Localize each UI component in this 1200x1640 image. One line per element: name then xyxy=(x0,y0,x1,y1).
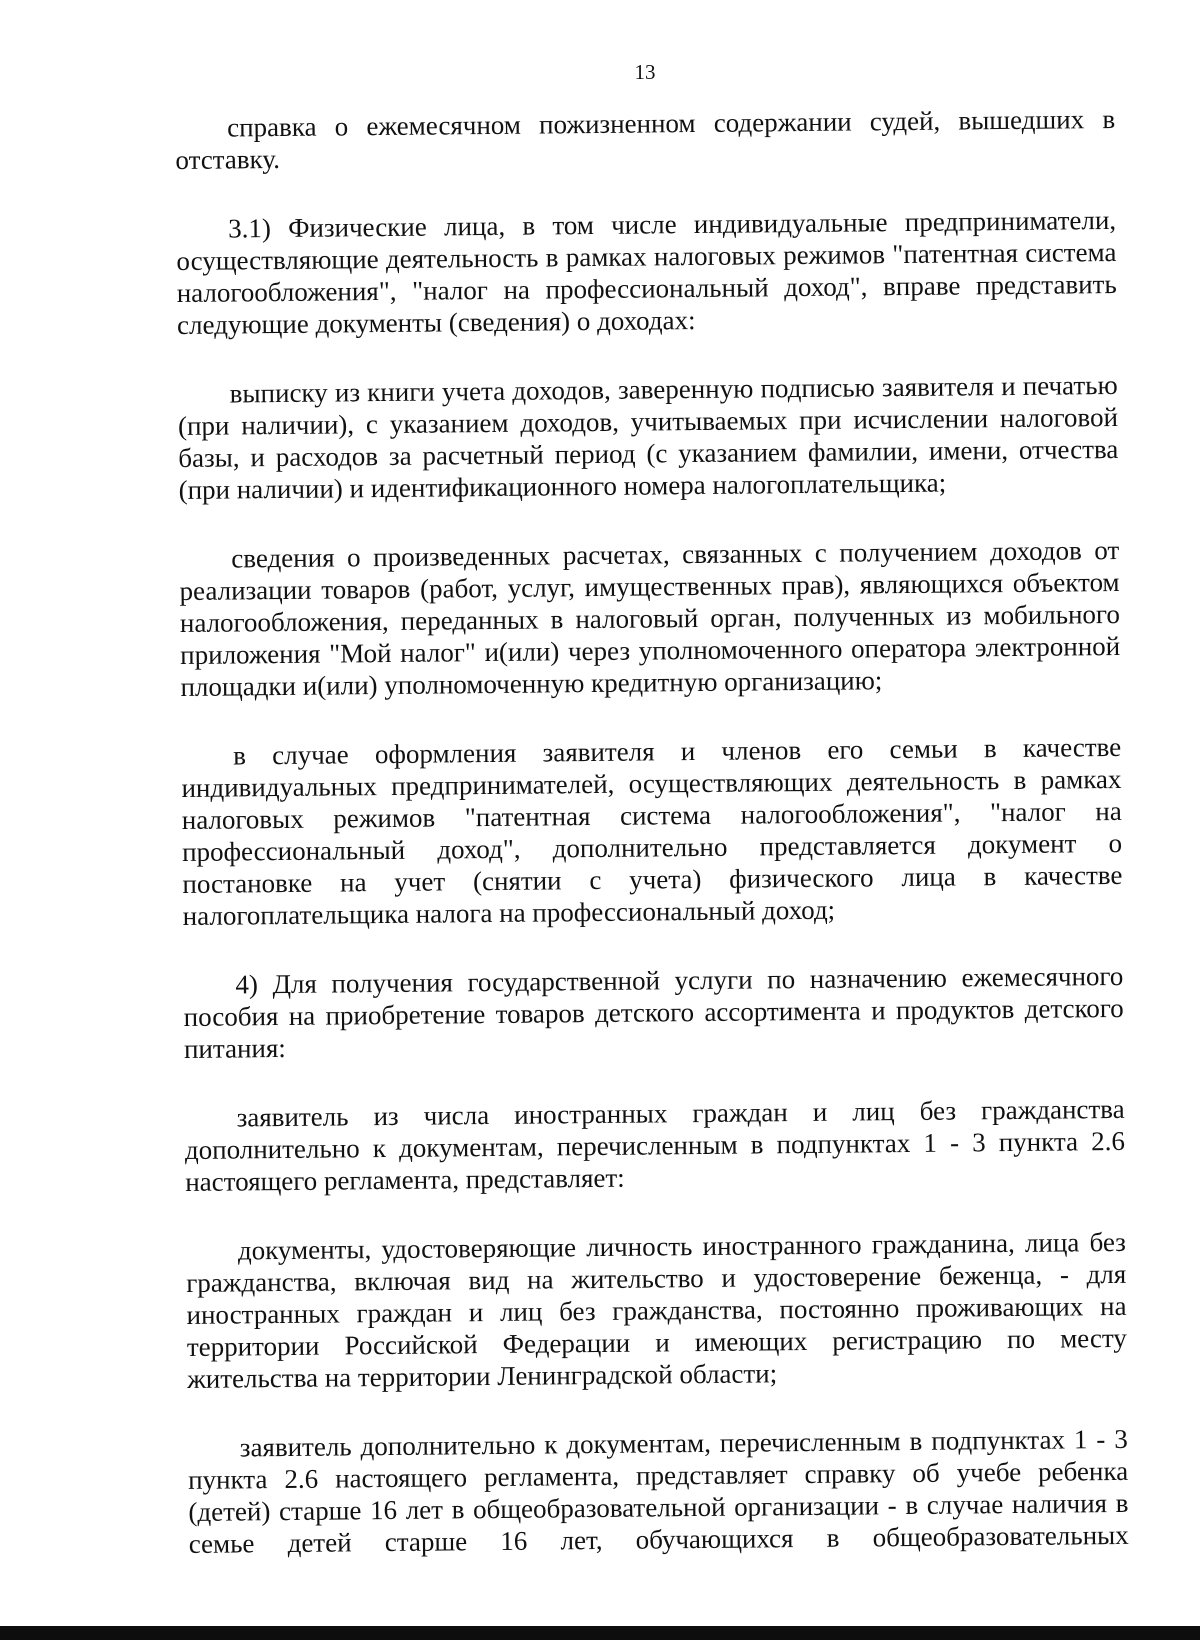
paragraph-foreign-applicant: заявитель из числа иностранных граждан и лиц без гражданства дополнительно к документам, перечисленным в подпунктах 1 - 3 пункта 2.6 настоящего регламента, представляет: xyxy=(184,1093,1126,1197)
paragraph-income-book-extract: выписку из книги учета доходов, заверенную подписью заявителя и печатью (при наличии), с указанием доходов, учитываемых при исчислении налоговой базы, и расходов за расчетный период (с указанием фамилии, имени, отчества (при наличии) и идентификационного номера налогоплательщика; xyxy=(177,369,1119,505)
paragraph-4-monthly-allowance: 4) Для получения государственной услуги по назначению ежемесячного пособия на приобретение товаров детского ассортимента и продуктов детского питания: xyxy=(183,960,1124,1064)
scan-edge-bar xyxy=(0,1626,1200,1640)
page-number: 13 xyxy=(634,60,656,84)
paragraph-entrepreneur-registration: в случае оформления заявителя и членов его семьи в качестве индивидуальных предпринимателей, осуществляющих деятельность в рамках налоговых режимов "патентная система налогообложения", "налог на профессиональный доход", дополнительно представляется документ о постановке на учет (снятии с учета) физического лица в качестве налогоплательщика налога на профессиональный доход; xyxy=(181,731,1123,931)
paragraph-judges-certificate: справка о ежемесячном пожизненном содержании судей, вышедших в отставку. xyxy=(175,103,1116,175)
document-body xyxy=(175,103,1129,1597)
paragraph-settlements-info: сведения о произведенных расчетах, связанных с получением доходов от реализации товаров (работ, услуг, имущественных прав), являющихся объектом налогообложения, переданных в налоговый орган, полученных из мобильного приложения "Мой налог" и(или) через уполномоченного оператора электронной площадки и(или) уполномоченную кредитную организацию; xyxy=(179,534,1121,702)
paragraph-school-certificate: заявитель дополнительно к документам, перечисленным в подпунктах 1 - 3 пункта 2.6 настоящего регламента, представляет справку об учебе ребенка (детей) старше 16 лет в общеобразовательной организации - в случае наличия в семье детей старше 16 лет, обучающихся в общеобразовательных xyxy=(187,1423,1129,1559)
paragraph-3-1-individuals: 3.1) Физические лица, в том числе индивидуальные предприниматели, осуществляющие деятельность в рамках налоговых режимов "патентная система налогообложения", "налог на профессиональный доход", вправе представить следующие документы (сведения) о доходах: xyxy=(176,204,1117,340)
paragraph-identity-documents: документы, удостоверяющие личность иностранного гражданина, лица без гражданства, включая вид на жительство и удостоверение беженца, - для иностранных граждан и лиц без гражданства, постоянно проживающих на территории Российской Федерации и имеющих регистрацию по месту жительства на территории Ленинградской области; xyxy=(186,1226,1127,1394)
